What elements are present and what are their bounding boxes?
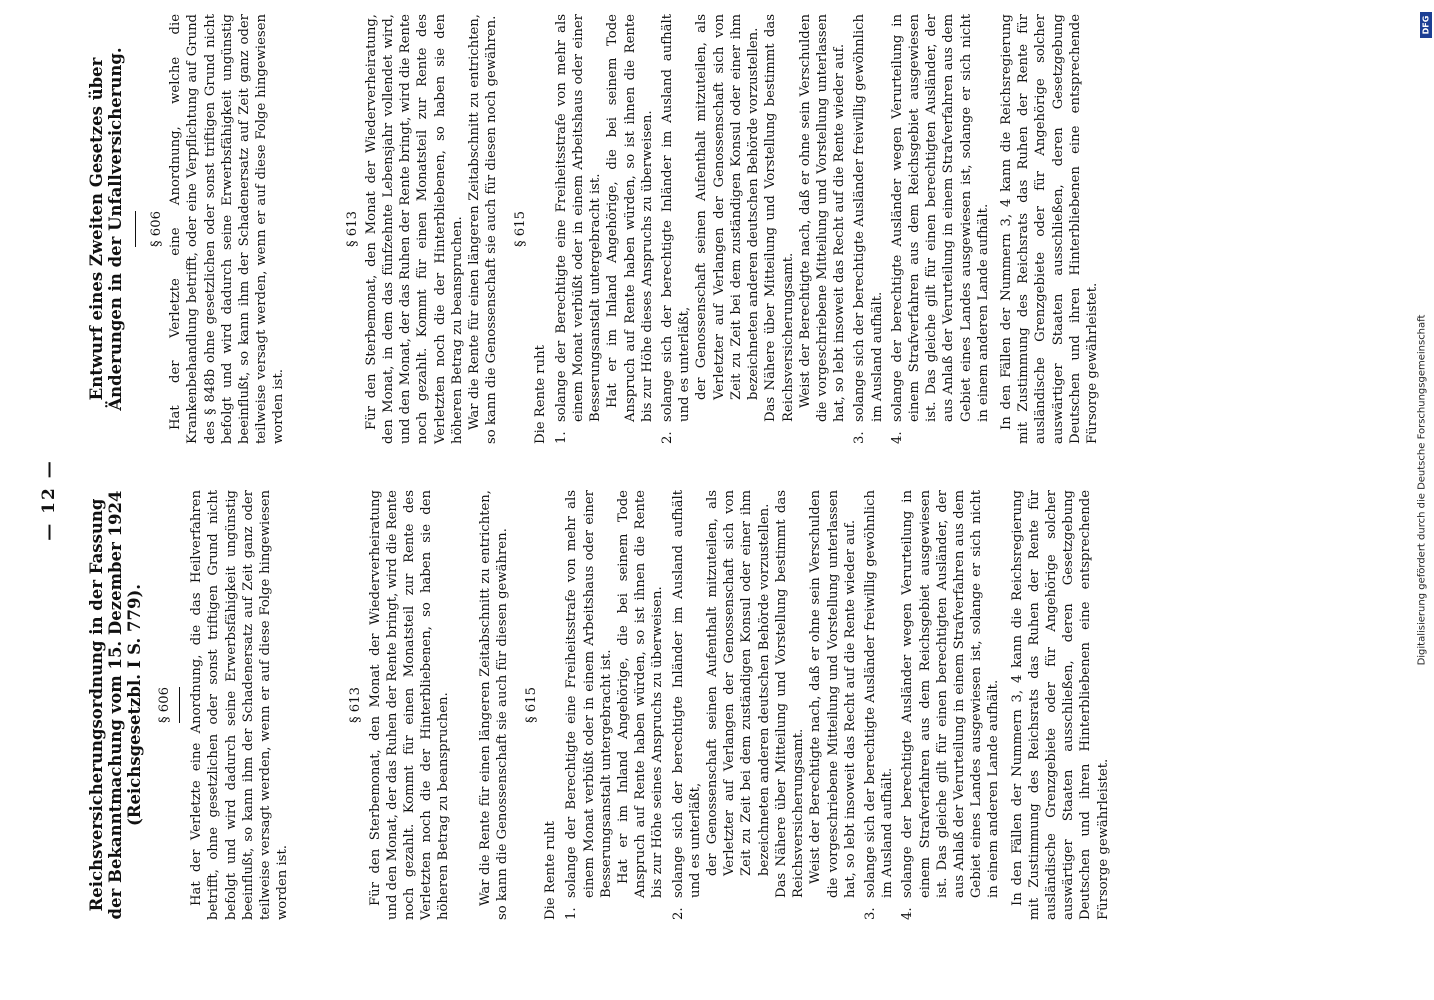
right-list — [553, 14, 992, 444]
list-item: 2. solange sich der berechtigte Inländer im Ausland aufhält und es unterläßt, der Genossenschaft seinen Aufenthalt mitzuteilen, als Verletzter auf Verlangen der Genossenschaft sich von Zeit zu Zeit bei dem zuständigen Konsul oder einer ihm bezeichneten anderen deutschen Behörde vorzustellen. Das Nähere über Mitteilung und Vorstellung bestimmt das Reichsversicherungsamt. Weist der Berechtigte nach, daß er ohne sein Verschulden die vorgeschriebene Mitteilung und Vorstellung unterlassen hat, so lebt insoweit das Recht auf die Rente wieder auf. — [660, 14, 848, 444]
left-s613-text: Für den Sterbemonat, den Monat der Wiederverheiratung und den Monat, der das Ruhen der Rente bringt, wird die Rente noch gezahlt. Kommt für einen Monatsteil zur Rente des Verletzten noch die der Hinterbliebenen, so haben sie den höheren Betrag zu beanspruchen. — [367, 490, 452, 920]
page-number: — 12 — — [39, 459, 59, 541]
section-rule — [179, 687, 180, 723]
right-column — [87, 14, 1101, 444]
list-item: 1. solange der Berechtigte eine Freiheitsstrafe von mehr als einem Monat verbüßt oder in einem Arbeitshaus oder einer Besserungsanstalt untergebracht ist. Hat er im Inland Angehörige, die bei seinem Tode Anspruch auf Rente haben würden, so ist ihnen die Rente bis zur Höhe dieses Anspruchs zu überweisen. — [553, 14, 655, 444]
right-s615-heading: § 615 — [513, 211, 529, 247]
digitization-credit — [1414, 10, 1430, 990]
right-s613-text2: War die Rente für einen längeren Zeitabschnitt zu entrichten, so kann die Genossenschaft sie auch für diesen noch gewähren. — [467, 14, 500, 444]
right-intro: Die Rente ruht — [532, 345, 548, 444]
list-item: 2. solange sich der berechtigte Inländer im Ausland aufhält und es unterläßt, der Genossenschaft seinen Aufenthalt mitzuteilen, als Verletzter auf Verlangen der Genossenschaft sich von Zeit zu Zeit bei dem zuständigen Konsul oder einer ihm bezeichneten anderen deutschen Behörde vorzustellen. Das Nähere über Mitteilung und Vorstellung bestimmt das Reichsversicherungsamt. Weist der Berechtigte nach, daß er ohne sein Verschulden die vorgeschriebene Mitteilung und Vorstellung unterlassen hat, so lebt insoweit das Recht auf die Rente wieder auf. — [670, 490, 858, 920]
list-item: 4. solange der berechtigte Ausländer wegen Verurteilung in einem Strafverfahren aus dem Reichsgebiet ausgewiesen ist. Das gleiche gilt für einen berechtigten Ausländer, der aus Anlaß der Verurteilung in einem Strafverfahren aus dem Gebiet eines Landes ausgewiesen ist, solange er sich nicht in einem anderen Lande aufhält. — [900, 490, 1002, 920]
left-s613-text2: War die Rente für einen längeren Zeitabschnitt zu entrichten, so kann die Genossenschaft sie auch für diesen gewähren. — [477, 490, 510, 920]
list-item: 1. solange der Berechtigte eine Freiheitsstrafe von mehr als einem Monat verbüßt oder in einem Arbeitshaus oder einer Besserungsanstalt untergebracht ist. Hat er im Inland Angehörige, die bei seinem Tode Anspruch auf Rente haben würden, so ist ihnen die Rente bis zur Höhe seines Anspruchs zu überweisen. — [564, 490, 666, 920]
right-final-paragraph: In den Fällen der Nummern 3, 4 kann die Reichsregierung mit Zustimmung des Reichsrats das Ruhen der Rente für ausländische Grenzgebiete oder für Angehörige solcher auswärtiger Staaten ausschließen, deren Gesetzgebung Deutschen und ihren Hinterbliebenen eine entsprechende Fürsorge gewährleistet. — [998, 14, 1100, 444]
left-column — [87, 490, 1112, 920]
left-s606-text: Hat der Verletzte eine Anordnung, die das Heilverfahren betrifft, ohne gesetzlichen oder sonst triftigen Grund nicht befolgt und wird dadurch seine Erwerbsfähigkeit ungünstig beeinflußt, so kann ihm der Schadenersatz auf Zeit ganz oder teilweise versagt werden, wenn er auf diese Folge hingewiesen worden ist. — [189, 490, 291, 920]
credit-text: Digitalisierung gefördert durch die Deutsche Forschungsgemeinschaft — [1416, 314, 1428, 666]
left-s606-heading: § 606 — [157, 687, 172, 723]
section-rule — [135, 211, 136, 247]
dfg-logo: DFG — [1420, 12, 1432, 38]
list-item: 3. solange sich der berechtigte Ausländer freiwillig gewöhnlich im Ausland aufhält. — [852, 14, 885, 444]
left-title: Reichsversicherungsordnung in der Fassung der Bekanntmachung vom 15. Dezember 1924 (Reichsgesetzbl. I S. 779). — [87, 490, 144, 920]
right-title: Entwurf eines Zweiten Gesetzes über Änderungen in der Unfallversicherung. — [87, 47, 125, 411]
right-s606-heading: § 606 — [149, 211, 164, 247]
list-item: 3. solange sich der berechtigte Ausländer freiwillig gewöhnlich im Ausland aufhält. — [862, 490, 896, 920]
list-item: 4. solange der berechtigte Ausländer wegen Verurteilung in einem Strafverfahren aus dem Reichsgebiet ausgewiesen ist. Das gleiche gilt für einen berechtigten Ausländer, der aus Anlaß der Verurteilung in einem Strafverfahren aus dem Gebiet eines Landes ausgewiesen ist, solange er sich nicht in einem anderen Lande aufhält. — [889, 14, 991, 444]
left-intro: Die Rente ruht — [543, 821, 559, 920]
document-page — [17, 0, 1417, 1000]
left-list — [563, 490, 1002, 920]
left-final-paragraph: In den Fällen der Nummern 3, 4 kann die Reichsregierung mit Zustimmung des Reichsrats das Ruhen der Rente für ausländische Grenzgebiete oder für Angehörige solcher auswärtiger Staaten ausschließen, deren Gesetzgebung Deutschen und ihren Hinterbliebenen eine entsprechende Fürsorge gewährleistet. — [1009, 490, 1111, 920]
right-s606-text: Hat der Verletzte eine Anordnung, welche die Krankenbehandlung betrifft, oder eine Verpflichtung auf Grund des § 848b ohne gesetzlichen oder sonst triftigen Grund nicht befolgt und wird dadurch seine Erwerbsfähigkeit ungünstig beeinflußt, so kann ihm der Schadenersatz auf Zeit ganz oder teilweise versagt werden, wenn er auf diese Folge hingewiesen worden ist. — [168, 14, 287, 444]
left-s615-heading: § 615 — [524, 687, 540, 723]
right-s613-text: Für den Sterbemonat, den Monat der Wiederverheiratung, den Monat, in dem das fünfzehnte Lebensjahr vollendet wird, und den Monat, der das Ruhen der Rente bringt, wird die Rente noch gezahlt. Kommt für einen Monatsteil zur Rente des Verletzten noch die der Hinterbliebenen, so haben sie den höheren Betrag zu beanspruchen. — [363, 14, 465, 444]
right-s613-heading: § 613 — [344, 211, 360, 247]
left-s613-heading: § 613 — [348, 687, 364, 723]
